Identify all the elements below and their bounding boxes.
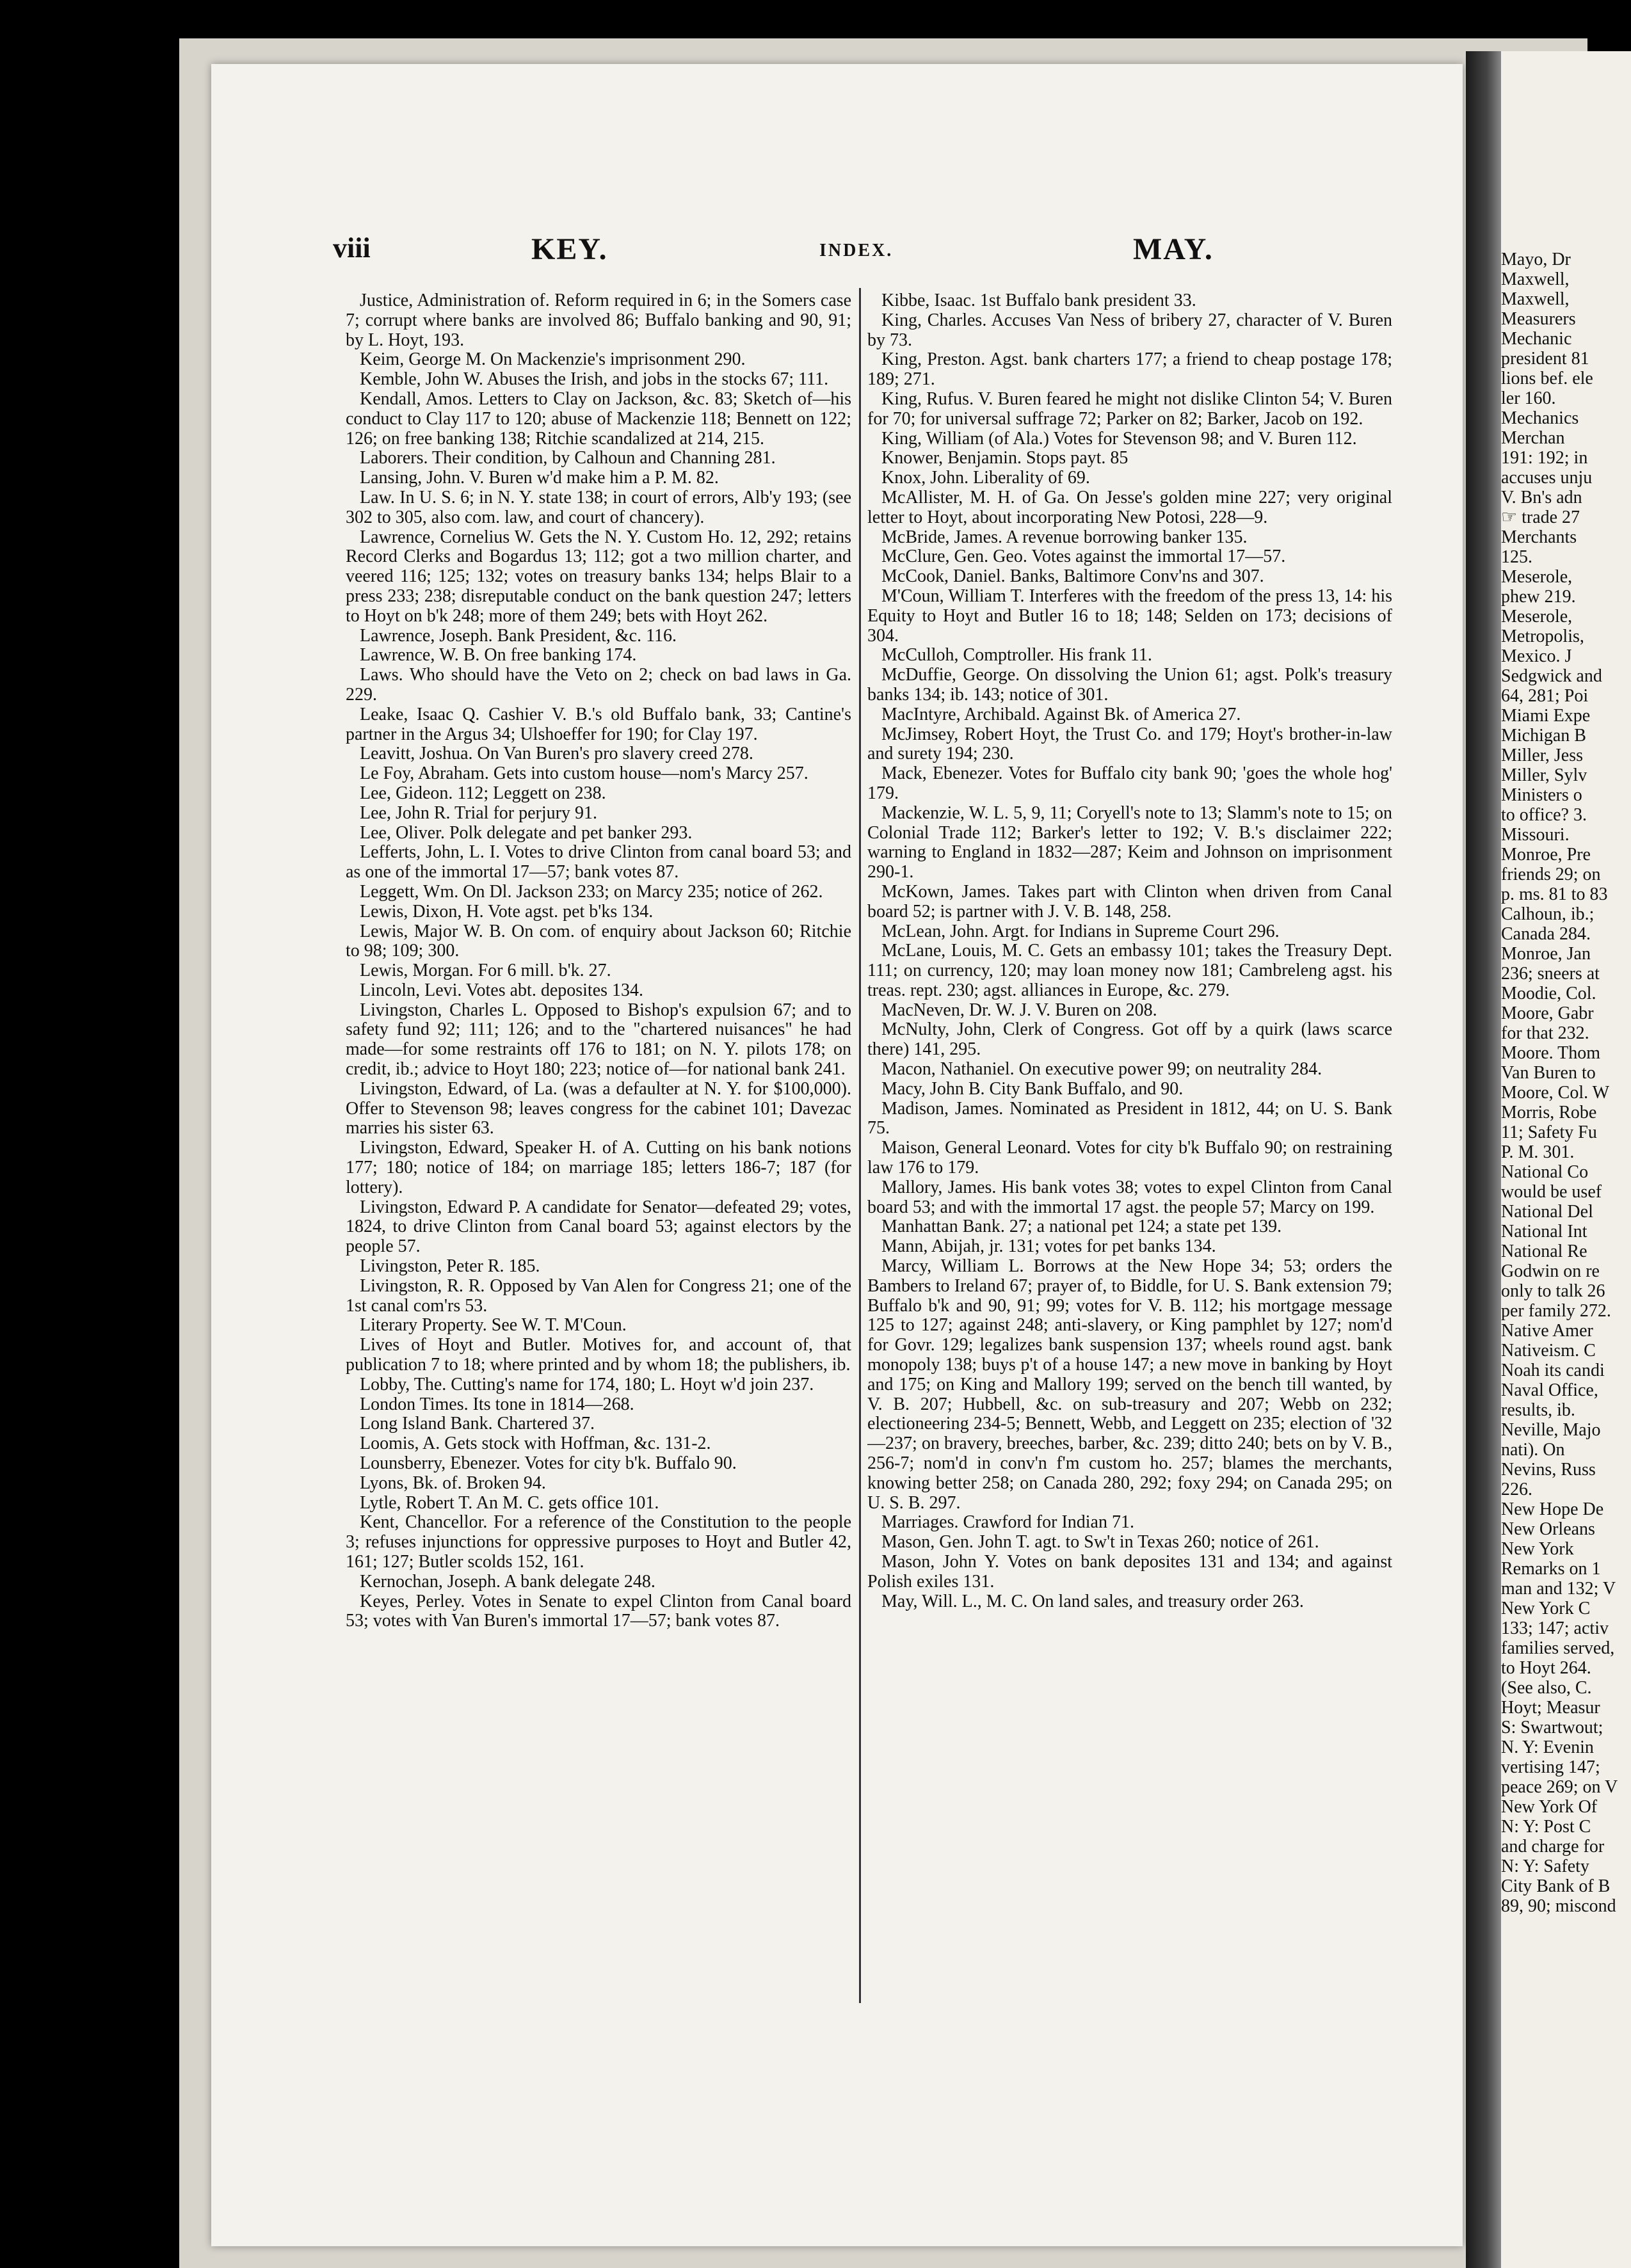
index-entry: Lewis, Major W. B. On com. of enquiry about Jackson 60; Ritchie to 98; 109; 300. [346,921,851,961]
index-entry: Marriages. Crawford for Indian 71. [881,1512,1134,1533]
adjacent-page-line: Calhoun, ib.; [1501,904,1595,924]
index-entry: King, Rufus. V. Buren feared he might not dislike Clinton 54; V. Buren for 70; for universal suffrage 72; Parker on 82; Barker, Jacob on 192. [867,388,1392,429]
adjacent-page-line: Mechanic [1501,329,1572,349]
adjacent-page-line: Moore. Thom [1501,1043,1601,1063]
adjacent-page-line: Metropolis, [1501,627,1584,646]
adjacent-page-line: Moore, Col. W [1501,1083,1610,1103]
index-entry: McDuffie, George. On dissolving the Union 61; agst. Polk's treasury banks 134; ib. 143; notice of 301. [867,665,1392,705]
index-entry: MacNeven, Dr. W. J. V. Buren on 208. [881,1000,1157,1020]
adjacent-page-edge [1501,51,1631,2268]
adjacent-page-line: Miami Expe [1501,706,1591,726]
adjacent-page-line: Van Buren to [1501,1063,1596,1083]
index-entry: Mann, Abijah, jr. 131; votes for pet banks 134. [881,1236,1216,1257]
index-entry: Knox, John. Liberality of 69. [881,468,1090,488]
header-key-title: KEY. [531,232,608,266]
adjacent-page-line: Ministers o [1501,785,1582,805]
adjacent-page-line: 11; Safety Fu [1501,1122,1597,1142]
adjacent-page-line [1501,170,1631,190]
adjacent-page-line: Morris, Robe [1501,1103,1597,1122]
index-entry: Mackenzie, W. L. 5, 9, 11; Coryell's note to 13; Slamm's note to 15; on Colonial Trade 112; Barker's letter to 192; V. B.'s disclaimer 222; warning to England in 1832—287; Keim and Johnson on imprisonment 290-1. [867,803,1392,882]
adjacent-page-line: S: Swartwout; [1501,1718,1603,1737]
adjacent-page-line: Monroe, Pre [1501,845,1591,865]
adjacent-page-line: P. M. 301. [1501,1142,1575,1162]
adjacent-page-line: 191: 192; in [1501,448,1588,468]
adjacent-page-line [1501,150,1631,170]
adjacent-page-line: (See also, C. [1501,1678,1592,1698]
adjacent-page-line: 125. [1501,547,1532,567]
index-entry: Loomis, A. Gets stock with Hoffman, &c. 131-2. [360,1433,711,1454]
header-index-title: INDEX. [819,241,894,260]
index-entry: McCook, Daniel. Banks, Baltimore Conv'ns and 307. [881,566,1264,587]
adjacent-page-line: Mechanics [1501,408,1579,428]
index-entry: McJimsey, Robert Hoyt, the Trust Co. and 179; Hoyt's brother-in-law and surety 194; 230. [867,724,1392,764]
adjacent-page-line: 89, 90; miscond [1501,1896,1616,1916]
index-entry: Leggett, Wm. On Dl. Jackson 233; on Marcy 235; notice of 262. [360,881,823,902]
adjacent-page-line [1501,210,1631,230]
index-entry: Literary Property. See W. T. M'Coun. [360,1315,627,1336]
index-entry: King, Charles. Accuses Van Ness of bribery 27, character of V. Buren by 73. [867,310,1392,350]
index-entry: Kernochan, Joseph. A bank delegate 248. [360,1571,655,1592]
adjacent-page-line: N. Y: Evenin [1501,1737,1594,1757]
adjacent-page-line: friends 29; on [1501,865,1601,884]
index-entry: McBride, James. A revenue borrowing banker 135. [881,527,1248,547]
index-entry: Manhattan Bank. 27; a national pet 124; a state pet 139. [881,1217,1282,1237]
page-gutter [1466,51,1501,2268]
index-entry: McAllister, M. H. of Ga. On Jesse's golden mine 227; very original letter to Hoyt, about incorporating New Potosi, 228—9. [867,487,1392,527]
index-entry: Livingston, Edward, Speaker H. of A. Cutting on his bank notions 177; 180; notice of 184; on marriage 185; letters 186-7; 187 (for lottery). [346,1138,851,1197]
adjacent-page-line: president 81 [1501,349,1589,369]
adjacent-page-line: Naval Office, [1501,1380,1598,1400]
index-entry: Lee, John R. Trial for perjury 91. [360,803,597,823]
index-entry: Mason, Gen. John T. agt. to Sw't in Texas 260; notice of 261. [881,1532,1319,1553]
index-entry: Lefferts, John, L. I. Votes to drive Clinton from canal board 53; and as one of the immortal 17—57; bank votes 87. [346,842,851,882]
adjacent-page-line: New Orleans [1501,1519,1595,1539]
adjacent-page-line: ☞ trade 27 [1501,507,1580,527]
adjacent-page-line [1501,91,1631,111]
index-entry: Mack, Ebenezer. Votes for Buffalo city bank 90; 'goes the whole hog' 179. [867,763,1392,803]
adjacent-page-line: New York Of [1501,1797,1598,1817]
adjacent-page-line: would be usef [1501,1182,1602,1202]
index-entry: Macy, John B. City Bank Buffalo, and 90. [881,1078,1184,1099]
index-entry: Livingston, Edward, of La. (was a defaulter at N. Y. for $100,000). Offer to Stevenson 98; leaves congress for the cabinet 101; Davezac marries his sister 63. [346,1078,851,1138]
adjacent-page-line: and charge for [1501,1837,1605,1857]
adjacent-page-line: Monroe, Jan [1501,944,1591,964]
index-entry: Le Foy, Abraham. Gets into custom house—nom's Marcy 257. [360,763,808,784]
adjacent-page-line: 236; sneers at [1501,964,1600,984]
index-entry: Kendall, Amos. Letters to Clay on Jackson, &c. 83; Sketch of—his conduct to Clay 117 to 120; abuse of Mackenzie 118; Bennett on 122; 126; on free banking 138; Ritchie scandalized at 214, 215. [346,388,851,449]
adjacent-page-line: Maxwell, [1501,289,1570,309]
adjacent-page-line: accuses unju [1501,468,1593,488]
adjacent-page-line: Mayo, Dr [1501,250,1571,269]
index-entry: McClure, Gen. Geo. Votes against the immortal 17—57. [881,547,1286,567]
adjacent-page-text [1501,51,1631,1916]
adjacent-page-line: Native Amer [1501,1321,1593,1341]
adjacent-page-line: New York C [1501,1599,1591,1618]
index-entry: Maison, General Leonard. Votes for city b'k Buffalo 90; on restraining law 176 to 179. [867,1138,1392,1178]
adjacent-page-line: only to talk 26 [1501,1281,1605,1301]
index-entry: Knower, Benjamin. Stops payt. 85 [881,448,1129,468]
index-entry: Kemble, John W. Abuses the Irish, and jobs in the stocks 67; 111. [360,369,829,390]
adjacent-page-line: Michigan B [1501,726,1586,746]
adjacent-page-line: vertising 147; [1501,1757,1600,1777]
adjacent-page-line: to Hoyt 264. [1501,1658,1591,1678]
index-entry: Keim, George M. On Mackenzie's imprisonment 290. [360,349,746,370]
adjacent-page-line: p. ms. 81 to 83 [1501,884,1608,904]
index-entry: Marcy, William L. Borrows at the New Hope 34; 53; orders the Bambers to Ireland 67; prayer of, to Biddle, for U. S. Bank extension 79; Buffalo b'k and 90, 91; 99; votes for V. B. 112; his mortgage message 125 to 127; against 248; anti-slavery, or King pamphlet by 127; nom'd for Govr. 129; legalizes bank suspension 137; wheels round agst. bank monopoly 138; buys p't of a house 147; a new move in banking by Hoyt and 175; on King and Mallory 199; served on the bench till wanted, by V. B. 207; Hubbell, &c. on sub-treasury and 207; Webb on 232; electioneering 234-5; Bennett, Webb, and Leggett on 235; election of '32—237; on bravery, breeches, barber, &c. 239; ditto 240; bets on by V. B., 256-7; nom'd in conv'n f'm custom ho. 257; blames the merchants, knowing better 258; on Canada 280, 292; foxy 294; on Canada 295; on U. S. B. 297. [867,1256,1392,1513]
adjacent-page-line: Merchan [1501,428,1565,448]
index-entry: Lawrence, Cornelius W. Gets the N. Y. Custom Ho. 12, 292; retains Record Clerks and Bogardus 13; 112; got a two million charter, and veered 116; 125; 132; votes on treasury banks 134; helps Blair to a press 233; 238; disreputable conduct on the bank question 247; letters to Hoyt on b'k 248; more of them 249; bets with Hoyt 262. [346,527,851,626]
adjacent-page-line: N: Y: Post C [1501,1817,1591,1837]
column-divider [859,288,861,2003]
adjacent-page-line: nati). On [1501,1440,1565,1460]
adjacent-page-line: Meserole, [1501,567,1573,587]
index-column-left [346,291,851,2057]
adjacent-page-line: Moore, Gabr [1501,1003,1594,1023]
index-entry: Lytle, Robert T. An M. C. gets office 101. [360,1492,659,1513]
index-entry: M'Coun, William T. Interferes with the freedom of the press 13, 14: his Equity to Hoyt and Butler 16 to 18; 148; Selden on 173; decisions of 304. [867,586,1392,646]
adjacent-page-line: Meserole, [1501,607,1573,627]
adjacent-page-line: ler 160. [1501,388,1556,408]
index-entry: Lounsberry, Ebenezer. Votes for city b'k. Buffalo 90. [360,1453,737,1474]
index-entry: McKown, James. Takes part with Clinton when driven from Canal board 52; is partner with J. V. B. 148, 258. [867,881,1392,922]
header-may-title: MAY. [1133,232,1214,266]
index-entry: Lee, Oliver. Polk delegate and pet banker 293. [360,822,693,843]
adjacent-page-line: Measurers [1501,309,1576,329]
adjacent-page-line: Nativeism. C [1501,1341,1596,1361]
adjacent-page-line: National Re [1501,1242,1587,1261]
index-entry: Lewis, Dixon, H. Vote agst. pet b'ks 134. [360,901,654,922]
index-entry: Long Island Bank. Chartered 37. [360,1414,595,1434]
index-entry: Lobby, The. Cutting's name for 174, 180; L. Hoyt w'd join 237. [360,1374,814,1394]
index-entry: Lewis, Morgan. For 6 mill. b'k. 27. [360,961,611,981]
index-entry: Lawrence, W. B. On free banking 174. [360,645,637,666]
adjacent-page-line: phew 219. [1501,587,1576,607]
index-entry: Lawrence, Joseph. Bank President, &c. 116. [360,625,677,646]
adjacent-page-line: V. Bn's adn [1501,488,1582,507]
adjacent-page-line: New York [1501,1539,1574,1559]
adjacent-page-line: N: Y: Safety [1501,1857,1589,1876]
adjacent-page-line: Noah its candi [1501,1361,1605,1380]
index-entry: Laws. Who should have the Veto on 2; check on bad laws in Ga. 229. [346,665,851,705]
adjacent-page-line: National Int [1501,1222,1587,1242]
running-header [333,232,1214,276]
index-entry: Livingston, Charles L. Opposed to Bishop's expulsion 67; and to safety fund 92; 111; 126; and to the "chartered nuisances" he had made—for some restraints off 176 to 181; on N. Y. pilots 178; on credit, ib.; advice to Hoyt 180; 223; notice of—for national bank 241. [346,1000,851,1080]
index-entry: Livingston, Peter R. 185. [360,1256,540,1277]
adjacent-page-line [1501,230,1631,250]
adjacent-page-line: Godwin on re [1501,1261,1600,1281]
adjacent-page-line: Missouri. [1501,825,1570,845]
adjacent-page-line: Miller, Sylv [1501,765,1587,785]
page-number: viii [333,232,371,264]
index-entry: Lee, Gideon. 112; Leggett on 238. [360,783,606,803]
index-entry: Keyes, Perley. Votes in Senate to expel Clinton from Canal board 53; votes with Van Buren's immortal 17—57; bank votes 87. [346,1591,851,1631]
index-entry: Mason, John Y. Votes on bank deposites 131 and 134; and against Polish exiles 131. [867,1552,1392,1592]
adjacent-page-line [1501,51,1631,71]
adjacent-page-line: Merchants [1501,527,1577,547]
adjacent-page-line: peace 269; on V [1501,1777,1618,1797]
index-entry: Livingston, Edward P. A candidate for Senator—defeated 29; votes, 1824, to drive Clinton from Canal board 53; against electors by the people 57. [346,1197,851,1257]
index-entry: Macon, Nathaniel. On executive power 99; on neutrality 284. [881,1059,1322,1080]
index-entry: McNulty, John, Clerk of Congress. Got off by a quirk (laws scarce there) 141, 295. [867,1019,1392,1060]
index-entry: King, Preston. Agst. bank charters 177; a friend to cheap postage 178; 189; 271. [867,349,1392,390]
adjacent-page-line: Hoyt; Measur [1501,1698,1600,1718]
index-entry: London Times. Its tone in 1814—268. [360,1394,634,1414]
index-entry: McLean, John. Argt. for Indians in Supreme Court 296. [881,921,1280,941]
index-entry: Livingston, R. R. Opposed by Van Alen for Congress 21; one of the 1st canal com'rs 53. [346,1275,851,1316]
adjacent-page-line: National Co [1501,1162,1589,1182]
adjacent-page-line [1501,111,1631,131]
index-column-right [867,291,1392,2057]
adjacent-page-line: New Hope De [1501,1499,1604,1519]
index-entry: Lansing, John. V. Buren w'd make him a P. M. 82. [360,468,719,488]
adjacent-page-line [1501,131,1631,150]
adjacent-page-line [1501,71,1631,91]
adjacent-page-line: 226. [1501,1480,1532,1499]
index-entry: Justice, Administration of. Reform required in 6; in the Somers case 7; corrupt where banks are involved 86; Buffalo banking and 90, 91; by L. Hoyt, 193. [346,291,851,350]
index-entry: Kent, Chancellor. For a reference of the Constitution to the people 3; refuses injunctions for oppressive purposes to Hoyt and Butler 42, 161; 127; Butler scolds 152, 161. [346,1512,851,1572]
index-entry: Lyons, Bk. of. Broken 94. [360,1473,546,1493]
adjacent-page-line: Sedgwick and [1501,666,1602,686]
adjacent-page-line: results, ib. [1501,1400,1575,1420]
adjacent-page-line [1501,190,1631,210]
index-entry: Leake, Isaac Q. Cashier V. B.'s old Buffalo bank, 33; Cantine's partner in the Argus 34; Ulshoeffer for 190; for Clay 197. [346,704,851,744]
adjacent-page-line: to office? 3. [1501,805,1587,825]
adjacent-page-line: man and 132; V [1501,1579,1616,1599]
index-entry: Laborers. Their condition, by Calhoun and Channing 281. [360,448,776,468]
index-entry: McLane, Louis, M. C. Gets an embassy 101; takes the Treasury Dept. 111; on currency, 120; may loan money now 181; Cambreleng agst. his treas. rept. 230; agst. alliances in Europe, &c. 279. [867,941,1392,1000]
adjacent-page-line: Canada 284. [1501,924,1591,944]
adjacent-page-line: Maxwell, [1501,269,1570,289]
adjacent-page-line: Neville, Majo [1501,1420,1601,1440]
index-entry: MacIntyre, Archibald. Against Bk. of America 27. [881,704,1241,724]
adjacent-page-line: Nevins, Russ [1501,1460,1596,1480]
adjacent-page-line: 64, 281; Poi [1501,686,1589,706]
adjacent-page-line: Moodie, Col. [1501,984,1596,1003]
adjacent-page-line: families served, [1501,1638,1615,1658]
adjacent-page-line: Miller, Jess [1501,746,1583,765]
index-entry: Lives of Hoyt and Butler. Motives for, and account of, that publication 7 to 18; where printed and by whom 18; the publishers, ib. [346,1335,851,1375]
index-entry: Madison, James. Nominated as President in 1812, 44; on U. S. Bank 75. [867,1098,1392,1138]
adjacent-page-line: lions bef. ele [1501,369,1593,388]
index-entry: Leavitt, Joshua. On Van Buren's pro slavery creed 278. [360,744,753,764]
index-entry: May, Will. L., M. C. On land sales, and treasury order 263. [881,1591,1304,1611]
adjacent-page-line: per family 272. [1501,1301,1611,1321]
index-entry: McCulloh, Comptroller. His frank 11. [881,645,1152,666]
adjacent-page-line: Remarks on 1 [1501,1559,1601,1579]
adjacent-page-line: 133; 147; activ [1501,1618,1609,1638]
adjacent-page-line: City Bank of B [1501,1876,1611,1896]
adjacent-page-line: for that 232. [1501,1023,1589,1043]
index-entry: Mallory, James. His bank votes 38; votes to expel Clinton from Canal board 53; and with the immortal 17 agst. the people 57; Marcy on 199. [867,1177,1392,1217]
index-entry: King, William (of Ala.) Votes for Stevenson 98; and V. Buren 112. [881,428,1357,449]
adjacent-page-line: National Del [1501,1202,1593,1222]
index-entry: Law. In U. S. 6; in N. Y. state 138; in court of errors, Alb'y 193; (see 302 to 305, also com. law, and court of chancery). [346,487,851,527]
index-entry: Lincoln, Levi. Votes abt. deposites 134. [360,980,644,1000]
adjacent-page-line: Mexico. J [1501,646,1572,666]
index-entry: Kibbe, Isaac. 1st Buffalo bank president 33. [881,291,1196,310]
